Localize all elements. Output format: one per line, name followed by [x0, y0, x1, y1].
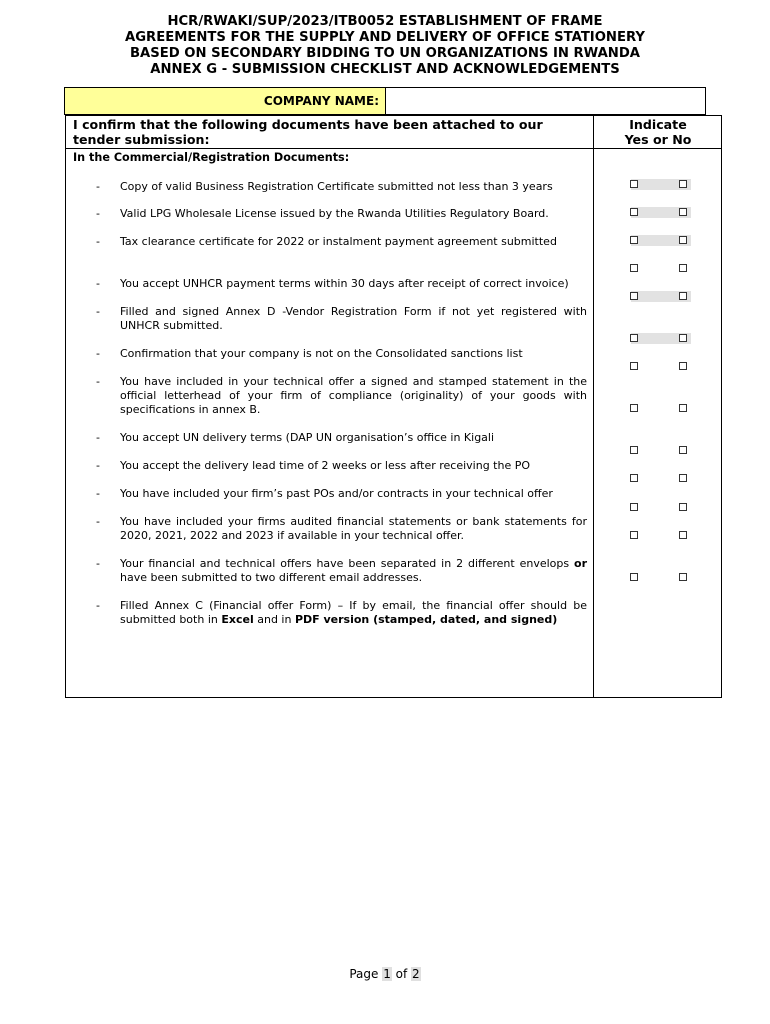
item-text: You have included your firm’s past POs and/or contracts in your technical offer	[120, 487, 553, 500]
item-text-emphasis: PDF version (stamped, dated, and signed)	[294, 613, 558, 626]
item-text: You have included your firms audited financial statements or bank statements for 2020, 2021, 2022 and 2023 if available in your technical offer.	[120, 515, 587, 542]
item-dash: -	[96, 277, 100, 290]
indicate-header-line-1: Indicate	[629, 117, 687, 132]
item-text-emphasis: or	[574, 557, 587, 570]
item-dash: -	[96, 459, 100, 472]
no-checkbox[interactable]	[679, 264, 687, 272]
item-dash: -	[96, 235, 100, 248]
item-dash: -	[96, 207, 100, 220]
title-line-1: HCR/RWAKI/SUP/2023/ITB0052 ESTABLISHMENT OF FRAME	[167, 14, 603, 29]
yes-checkbox[interactable]	[630, 236, 638, 244]
indicate-header	[594, 117, 722, 147]
footer-prefix: Page	[349, 967, 383, 981]
item-text: You accept the delivery lead time of 2 weeks or less after receiving the PO	[120, 459, 531, 472]
page-footer	[0, 967, 770, 981]
current-page-number: 1	[383, 967, 391, 981]
item-text: Confirmation that your company is not on the Consolidated sanctions list	[120, 347, 523, 360]
no-checkbox[interactable]	[679, 404, 687, 412]
company-name-row	[64, 87, 706, 115]
item-dash: -	[96, 305, 100, 318]
item-dash: -	[96, 347, 100, 360]
yes-checkbox[interactable]	[630, 531, 638, 539]
no-checkbox[interactable]	[679, 334, 687, 342]
item-text	[120, 557, 587, 585]
no-checkbox[interactable]	[679, 446, 687, 454]
checklist-table	[65, 115, 722, 698]
header-divider	[66, 148, 721, 149]
total-page-count: 2	[412, 967, 420, 981]
item-text: Copy of valid Business Registration Certificate submitted not less than 3 years	[120, 180, 553, 193]
item-dash: -	[96, 180, 100, 193]
item-text-emphasis: Excel	[221, 613, 254, 626]
item-text: Filled and signed Annex D -Vendor Registration Form if not yet registered with UNHCR submitted.	[120, 305, 587, 332]
title-line-2: AGREEMENTS FOR THE SUPPLY AND DELIVERY OF OFFICE STATIONERY	[125, 30, 645, 45]
item-text-part: Filled Annex C (Financial offer Form) – If by email, the financial offer should be submitted both in	[120, 599, 587, 626]
no-checkbox[interactable]	[679, 474, 687, 482]
no-checkbox[interactable]	[679, 292, 687, 300]
item-text-part: have been submitted to two different email addresses.	[120, 571, 423, 584]
yes-checkbox[interactable]	[630, 362, 638, 370]
item-dash: -	[96, 599, 100, 612]
item-text	[120, 599, 587, 627]
item-text-part: and in	[253, 613, 295, 626]
no-checkbox[interactable]	[679, 362, 687, 370]
item-dash: -	[96, 431, 100, 444]
yes-checkbox[interactable]	[630, 503, 638, 511]
no-checkbox[interactable]	[679, 180, 687, 188]
yes-checkbox[interactable]	[630, 334, 638, 342]
title-line-3: BASED ON SECONDARY BIDDING TO UN ORGANIZATIONS IN RWANDA	[129, 46, 640, 61]
yes-checkbox[interactable]	[630, 404, 638, 412]
title-line-4: ANNEX G - SUBMISSION CHECKLIST AND ACKNOWLEDGEMENTS	[150, 62, 620, 77]
document-title	[40, 14, 730, 78]
section-title: In the Commercial/Registration Documents:	[73, 151, 350, 164]
item-text-part: Your financial and technical offers have been separated in 2 different envelops	[120, 557, 575, 570]
indicate-header-line-2: Yes or No	[624, 132, 692, 147]
column-divider	[593, 116, 594, 697]
yes-checkbox[interactable]	[630, 264, 638, 272]
item-text: You have included in your technical offer a signed and stamped statement in the official letterhead of your firm of compliance (originality) of your goods with specifications in annex B.	[120, 375, 587, 416]
yes-checkbox[interactable]	[630, 208, 638, 216]
no-checkbox[interactable]	[679, 208, 687, 216]
footer-middle: of	[391, 967, 412, 981]
no-checkbox[interactable]	[679, 573, 687, 581]
item-dash: -	[96, 487, 100, 500]
yes-checkbox[interactable]	[630, 573, 638, 581]
no-checkbox[interactable]	[679, 236, 687, 244]
yes-checkbox[interactable]	[630, 474, 638, 482]
item-dash: -	[96, 515, 100, 528]
item-text: You accept UNHCR payment terms within 30 days after receipt of correct invoice)	[120, 277, 569, 290]
item-text: Tax clearance certificate for 2022 or instalment payment agreement submitted	[120, 235, 557, 248]
company-name-field[interactable]	[386, 88, 705, 114]
company-name-label: COMPANY NAME:	[65, 88, 386, 114]
confirmation-header: I confirm that the following documents have been attached to our tender submission:	[73, 117, 543, 147]
item-text: Valid LPG Wholesale License issued by the Rwanda Utilities Regulatory Board.	[120, 207, 549, 220]
yes-checkbox[interactable]	[630, 446, 638, 454]
no-checkbox[interactable]	[679, 503, 687, 511]
item-text: You accept UN delivery terms (DAP UN organisation’s office in Kigali	[120, 431, 495, 444]
yes-checkbox[interactable]	[630, 292, 638, 300]
item-dash: -	[96, 557, 100, 570]
no-checkbox[interactable]	[679, 531, 687, 539]
item-dash: -	[96, 375, 100, 388]
yes-checkbox[interactable]	[630, 180, 638, 188]
